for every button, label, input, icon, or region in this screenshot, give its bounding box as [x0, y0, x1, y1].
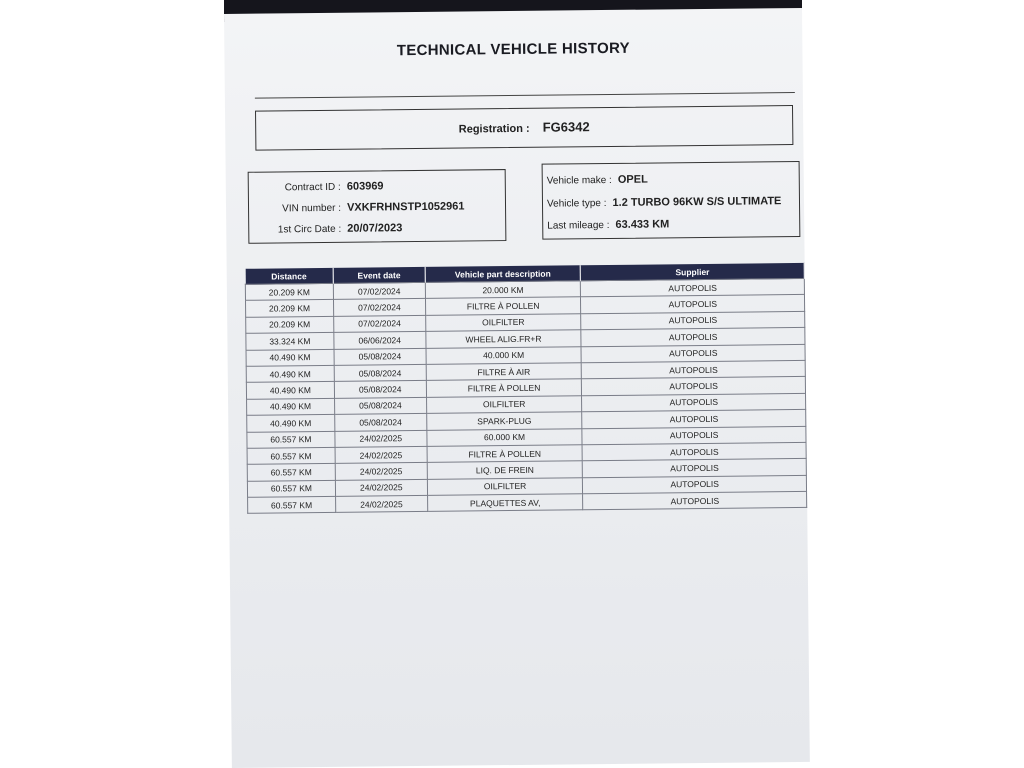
supplier-cell: AUTOPOLIS — [581, 311, 805, 330]
date-cell: 24/02/2025 — [335, 430, 427, 447]
vin-row — [249, 200, 465, 214]
supplier-cell: AUTOPOLIS — [582, 377, 806, 396]
mileage-label: Last mileage : — [547, 219, 610, 232]
part-cell: 40.000 KM — [426, 346, 582, 364]
date-cell: 07/02/2024 — [333, 299, 425, 316]
distance-cell: 60.557 KM — [247, 480, 335, 497]
mileage-value: 63.433 KM — [615, 218, 670, 231]
date-cell: 24/02/2025 — [335, 446, 427, 463]
photo-background — [0, 0, 224, 768]
distance-cell: 60.557 KM — [247, 464, 335, 481]
part-cell: OILFILTER — [425, 314, 581, 332]
mileage-row — [547, 218, 669, 231]
header-event-date: Event date — [333, 267, 425, 283]
contract-info-box — [248, 169, 507, 244]
registration-line — [256, 117, 792, 138]
vin-value: VXKFRHNSTP1052961 — [346, 200, 465, 214]
circ-date-value: 20/07/2023 — [347, 222, 403, 235]
supplier-cell: AUTOPOLIS — [581, 278, 805, 297]
date-cell: 05/08/2024 — [334, 381, 426, 398]
contract-row — [249, 180, 384, 193]
distance-cell: 60.557 KM — [248, 496, 336, 513]
vehicle-info-box — [542, 161, 801, 240]
distance-cell: 60.557 KM — [247, 447, 335, 464]
title-divider — [255, 92, 795, 99]
vin-label: VIN number : — [282, 202, 342, 215]
distance-cell: 20.209 KM — [246, 300, 334, 317]
date-cell: 24/02/2025 — [335, 479, 427, 496]
part-cell: FILTRE À POLLEN — [427, 445, 583, 463]
part-cell: FILTRE À POLLEN — [426, 379, 582, 397]
registration-box — [255, 105, 793, 151]
distance-cell: 33.324 KM — [246, 333, 334, 350]
part-cell: WHEEL ALIG.FR+R — [426, 330, 582, 348]
type-label: Vehicle type : — [546, 198, 607, 210]
supplier-cell: AUTOPOLIS — [582, 393, 806, 412]
date-cell: 06/06/2024 — [334, 332, 426, 349]
document-page — [224, 8, 810, 768]
distance-cell: 40.490 KM — [246, 382, 334, 399]
registration-label: Registration : — [458, 122, 530, 136]
distance-cell: 60.557 KM — [247, 431, 335, 448]
supplier-cell: AUTOPOLIS — [582, 410, 806, 429]
date-cell: 05/08/2024 — [334, 364, 426, 381]
part-cell: 60.000 KM — [427, 428, 583, 446]
date-cell: 05/08/2024 — [334, 348, 426, 365]
part-cell: 20.000 KM — [425, 281, 581, 299]
supplier-cell: AUTOPOLIS — [582, 442, 806, 461]
circ-date-row — [249, 222, 402, 236]
make-label: Vehicle make : — [546, 174, 612, 187]
part-cell: FILTRE À AIR — [426, 363, 582, 381]
supplier-cell: AUTOPOLIS — [581, 344, 805, 363]
supplier-cell: AUTOPOLIS — [583, 492, 807, 511]
supplier-cell: AUTOPOLIS — [583, 475, 807, 494]
part-cell: LIQ. DE FREIN — [427, 461, 583, 479]
part-cell: FILTRE À POLLEN — [425, 297, 581, 315]
history-table — [245, 263, 808, 514]
date-cell: 07/02/2024 — [334, 315, 426, 332]
distance-cell: 40.490 KM — [246, 365, 334, 382]
part-cell: OILFILTER — [427, 477, 583, 495]
contract-value: 603969 — [346, 180, 384, 193]
distance-cell: 40.490 KM — [247, 414, 335, 431]
header-part-description: Vehicle part description — [425, 265, 581, 282]
date-cell: 05/08/2024 — [335, 414, 427, 431]
distance-cell: 40.490 KM — [246, 349, 334, 366]
date-cell: 24/02/2025 — [335, 495, 427, 512]
date-cell: 24/02/2025 — [335, 463, 427, 480]
distance-cell: 20.209 KM — [246, 316, 334, 333]
make-row — [547, 174, 648, 187]
circ-date-label: 1st Circ Date : — [277, 223, 342, 236]
supplier-cell: AUTOPOLIS — [583, 459, 807, 478]
type-value: 1.2 TURBO 96KW S/S ULTIMATE — [612, 195, 782, 209]
part-cell: SPARK-PLUG — [426, 412, 582, 430]
header-supplier: Supplier — [581, 263, 805, 281]
part-cell: PLAQUETTES AV, — [427, 494, 583, 512]
distance-cell: 20.209 KM — [245, 283, 333, 300]
supplier-cell: AUTOPOLIS — [581, 295, 805, 314]
registration-value: FG6342 — [542, 119, 590, 135]
make-value: OPEL — [617, 173, 648, 186]
supplier-cell: AUTOPOLIS — [582, 426, 806, 445]
document-title: TECHNICAL VEHICLE HISTORY — [396, 39, 631, 60]
supplier-cell: AUTOPOLIS — [582, 360, 806, 379]
distance-cell: 40.490 KM — [247, 398, 335, 415]
supplier-cell: AUTOPOLIS — [581, 328, 805, 347]
contract-label: Contract ID : — [284, 181, 341, 194]
date-cell: 07/02/2024 — [333, 282, 425, 299]
type-row — [547, 195, 781, 209]
part-cell: OILFILTER — [426, 396, 582, 414]
header-distance: Distance — [245, 268, 333, 284]
date-cell: 05/08/2024 — [334, 397, 426, 414]
